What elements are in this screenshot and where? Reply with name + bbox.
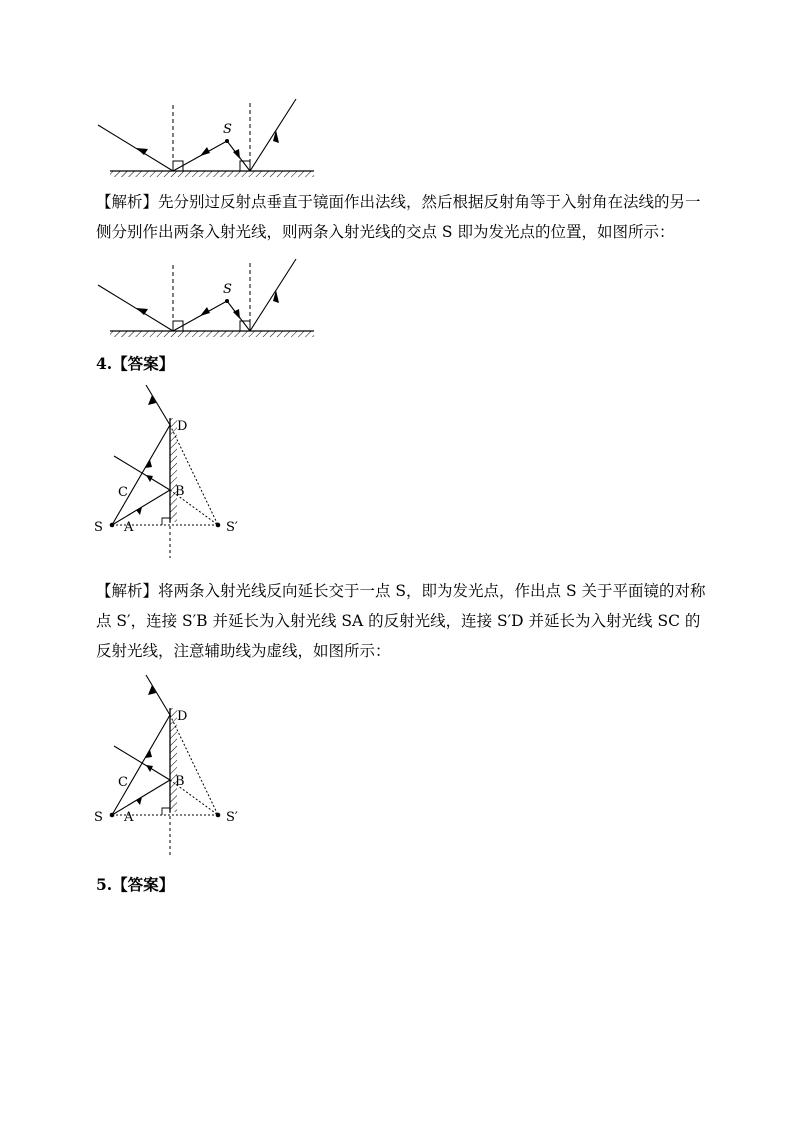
mirror-hatching <box>170 708 177 812</box>
plane-mirror-figure-1 <box>90 380 260 560</box>
plane-mirror-figure-2 <box>90 670 260 860</box>
label-d: D <box>177 419 188 434</box>
label-s: S <box>94 520 103 535</box>
mirror-hatching <box>110 171 314 177</box>
point-s <box>110 813 115 818</box>
arrow-reflected-right <box>273 130 279 143</box>
reflected-ray-d <box>146 675 170 715</box>
point-s-prime <box>216 813 221 818</box>
mirror-hatching <box>170 418 177 522</box>
source-label: S <box>223 122 232 137</box>
label-c: C <box>118 485 128 500</box>
mirror-figure-2 <box>90 255 320 345</box>
label-s: S <box>94 810 103 825</box>
label-s-prime: S′ <box>226 520 238 535</box>
source-label: S <box>223 282 232 297</box>
reflected-ray-left <box>98 125 173 171</box>
label-c: C <box>118 775 128 790</box>
answer-5-heading: 5.【答案】 <box>96 875 175 894</box>
label-d: D <box>177 709 188 724</box>
mirror-figure-1 <box>90 95 320 185</box>
arrow-reflected-right <box>273 290 279 303</box>
reflected-ray-d <box>146 385 170 425</box>
point-s-prime <box>216 523 221 528</box>
mirror-hatching <box>110 331 314 337</box>
right-angle-mark <box>162 518 170 525</box>
label-a: A <box>124 810 134 825</box>
label-s-prime: S′ <box>226 810 238 825</box>
reflected-ray-right <box>250 259 296 331</box>
analysis-4: 【解析】将两条入射光线反向延长交于一点 S，即为发光点，作出点 S 关于平面镜的对称点 S′，连接 S′B 并延长为入射光线 SA 的反射光线，连接 S′D 并延长为入射光线 SC 的反射光线，注意辅助线为虚线，如图所示： <box>96 582 706 660</box>
arrow-incident-left <box>200 307 210 316</box>
answer-4-heading: 4.【答案】 <box>96 354 175 373</box>
point-s <box>110 523 115 528</box>
virtual-ray-sd <box>170 715 218 815</box>
analysis-3: 【解析】先分别过反射点垂直于镜面作出法线，然后根据反射角等于入射角在法线的另一侧分别作出两条入射光线，则两条入射光线的交点 S 即为发光点的位置，如图所示： <box>96 193 701 241</box>
arrow-incident-left <box>200 147 210 156</box>
right-angle-mark <box>162 808 170 815</box>
label-a: A <box>124 520 134 535</box>
label-b: B <box>175 484 185 499</box>
source-point <box>225 299 229 303</box>
reflected-ray-left <box>98 285 173 331</box>
source-point <box>225 139 229 143</box>
virtual-ray-sd <box>170 425 218 525</box>
reflected-ray-right <box>250 99 296 171</box>
label-b: B <box>175 774 185 789</box>
